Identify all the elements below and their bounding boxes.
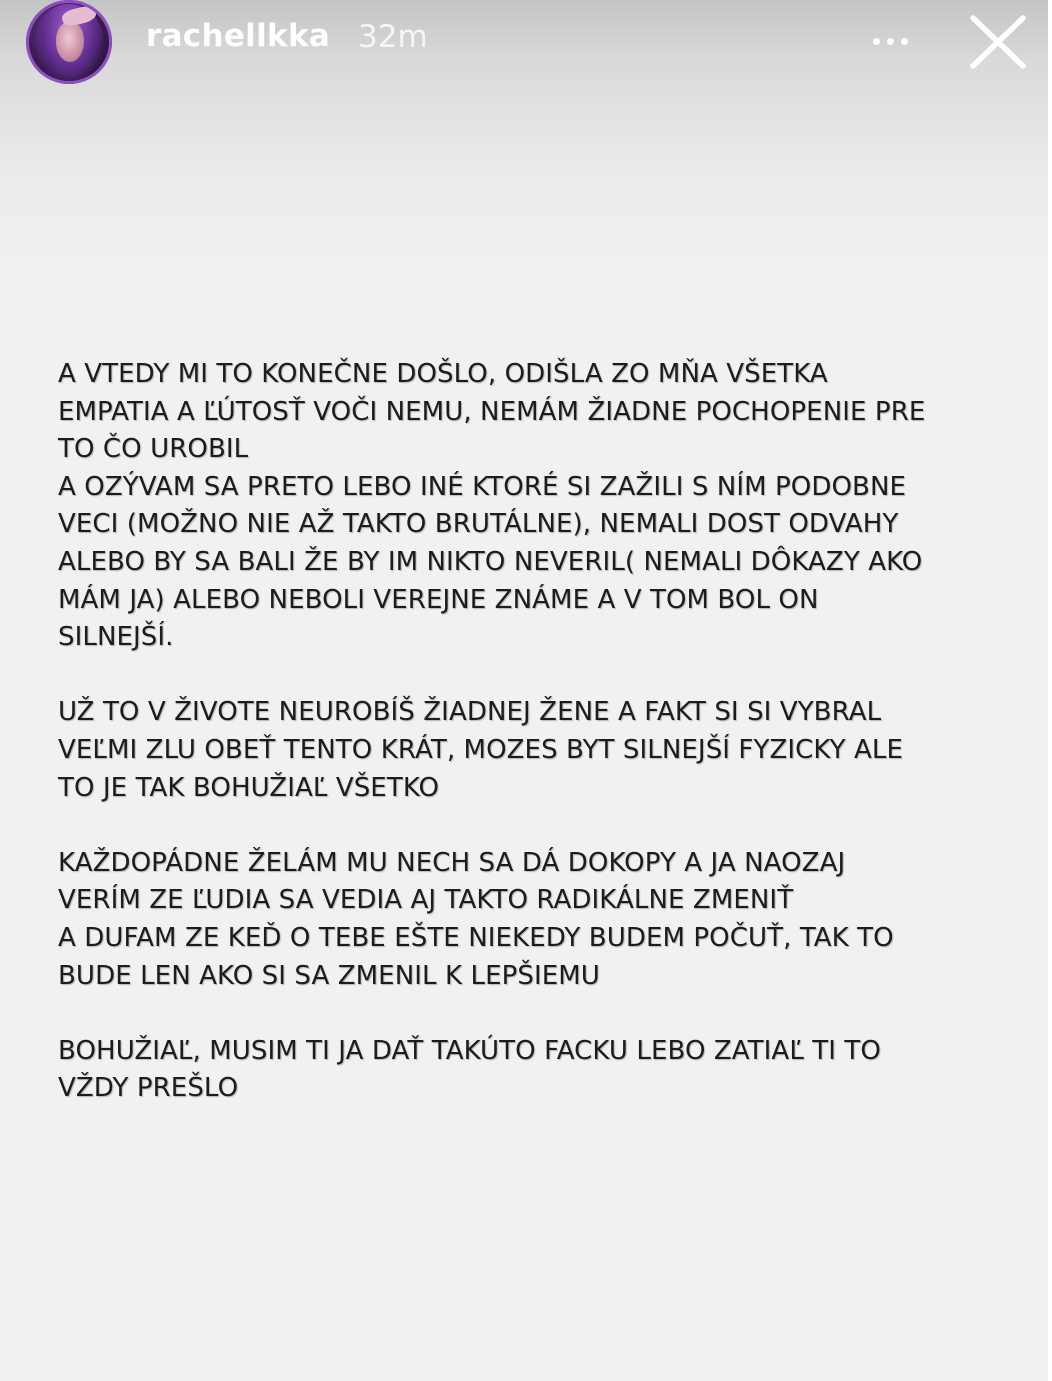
text-line: VERÍM ZE ĽUDIA SA VEDIA AJ TAKTO RADIKÁLNE ZMENIŤ	[58, 885, 794, 916]
story-paragraph	[58, 845, 1018, 995]
story-paragraph	[58, 1033, 1018, 1108]
close-button[interactable]	[966, 12, 1030, 72]
text-line: UŽ TO V ŽIVOTE NEUROBÍŠ ŽIADNEJ ŽENE A FAKT SI SI VYBRAL	[58, 697, 882, 728]
text-line: A OZÝVAM SA PRETO LEBO INÉ KTORÉ SI ZAŽILI S NÍM PODOBNE	[58, 471, 907, 502]
text-line: EMPATIA A ĽÚTOSŤ VOČI NEMU, NEMÁM ŽIADNE POCHOPENIE PRE	[58, 396, 926, 427]
story-text	[58, 356, 1018, 1108]
more-dots-icon	[873, 38, 880, 45]
text-line: A VTEDY MI TO KONEČNE DOŠLO, ODIŠLA ZO MŇA VŠETKA	[58, 359, 828, 389]
text-line: A DUFAM ZE KEĎ O TEBE EŠTE NIEKEDY BUDEM POČUŤ, TAK TO	[58, 922, 894, 953]
text-line: BOHUŽIAĽ, MUSIM TI JA DAŤ TAKÚTO FACKU LEBO ZATIAĽ TI TO	[58, 1035, 881, 1066]
post-time: 32m	[358, 19, 428, 55]
text-line: MÁM JA) ALEBO NEBOLI VEREJNE ZNÁME A V TOM BOL ON	[58, 584, 819, 615]
more-dots-icon	[887, 38, 894, 45]
profile-avatar[interactable]	[26, 0, 112, 84]
more-options-button[interactable]	[862, 26, 918, 56]
text-line: TO ČO UROBIL	[58, 434, 249, 465]
more-dots-icon	[901, 38, 908, 45]
story-paragraph	[58, 356, 1018, 657]
text-line: ALEBO BY SA BALI ŽE BY IM NIKTO NEVERIL( NEMALI DÔKAZY AKO	[58, 546, 923, 577]
text-line: KAŽDOPÁDNE ŽELÁM MU NECH SA DÁ DOKOPY A JA NAOZAJ	[58, 847, 846, 878]
username-link[interactable]: rachellkka	[146, 18, 331, 54]
story-header	[0, 0, 1052, 90]
text-line: TO JE TAK BOHUŽIAĽ VŠETKO	[58, 772, 440, 803]
text-line: VŽDY PREŠLO	[58, 1073, 239, 1104]
text-line: SILNEJŠÍ.	[58, 622, 174, 653]
close-icon	[966, 12, 1030, 72]
avatar-ring	[26, 0, 112, 84]
story-paragraph	[58, 694, 1018, 807]
text-line: BUDE LEN AKO SI SA ZMENIL K LEPŠIEMU	[58, 960, 600, 991]
text-line: VEĽMI ZLU OBEŤ TENTO KRÁT, MOZES BYT SILNEJŠÍ FYZICKY ALE	[58, 734, 903, 765]
text-line: VECI (MOŽNO NIE AŽ TAKTO BRUTÁLNE), NEMALI DOST ODVAHY	[58, 509, 899, 540]
